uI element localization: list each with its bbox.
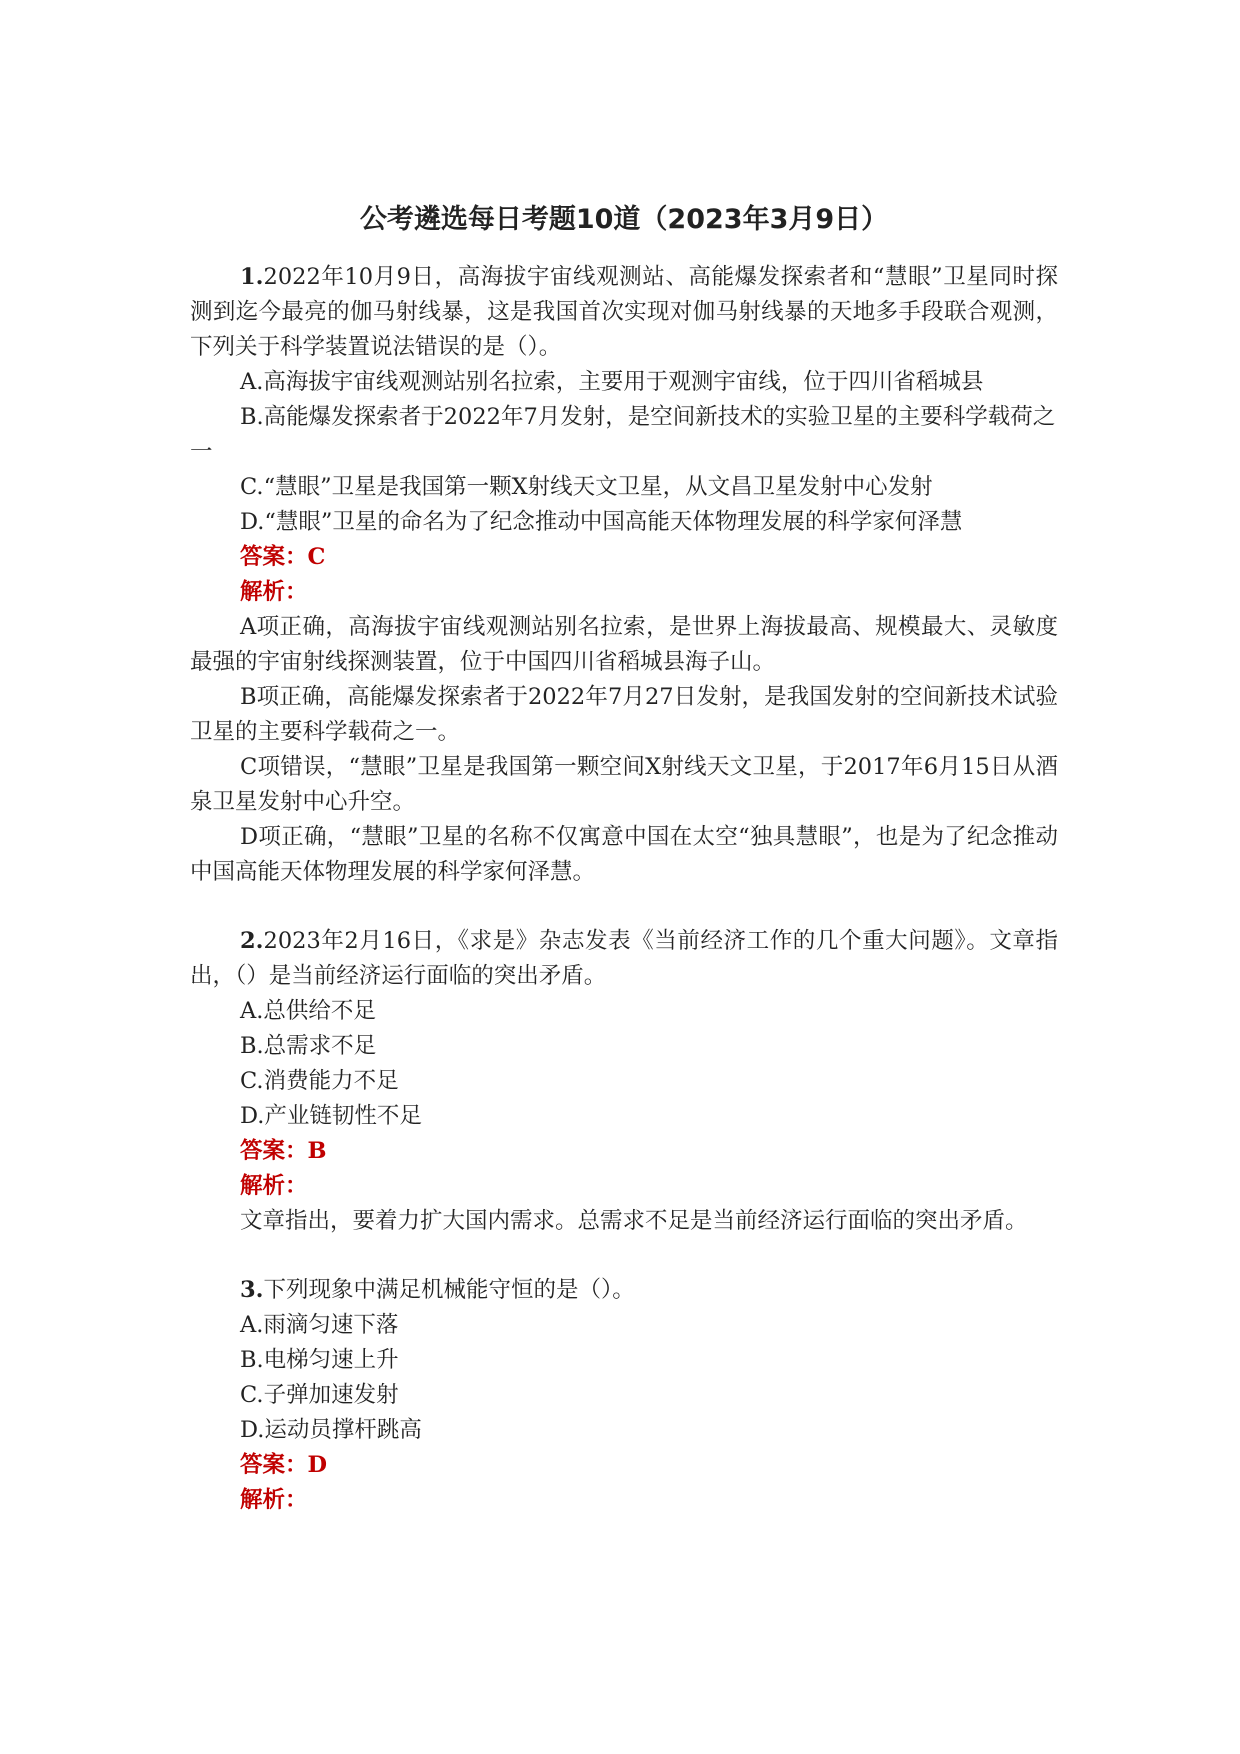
analysis-paragraph: A项正确，高海拔宇宙线观测站别名拉索，是世界上海拔最高、规模最大、灵敏度最强的宇宙射线探测装置，位于中国四川省稻城县海子山。 xyxy=(190,614,1058,675)
document-page xyxy=(190,198,1058,1518)
option-a: A.雨滴匀速下落 xyxy=(240,1312,399,1338)
analysis-label: 解析： xyxy=(240,1487,308,1513)
option-d: D.“慧眼”卫星的命名为了纪念推动中国高能天体物理发展的科学家何泽慧 xyxy=(240,509,963,535)
answer-label: 答案：D xyxy=(240,1452,328,1478)
option-c: C.子弹加速发射 xyxy=(240,1382,399,1408)
option-c: C.“慧眼”卫星是我国第一颗X射线天文卫星，从文昌卫星发射中心发射 xyxy=(240,474,933,500)
question-1 xyxy=(190,260,1058,890)
analysis-paragraph: C项错误，“慧眼”卫星是我国第一颗空间X射线天文卫星，于2017年6月15日从酒泉卫星发射中心升空。 xyxy=(190,754,1058,815)
option-a: A.总供给不足 xyxy=(240,998,376,1024)
question-number: 2. xyxy=(240,928,264,954)
question-stem xyxy=(190,1273,1058,1308)
question-text: 下列现象中满足机械能守恒的是（）。 xyxy=(263,1277,635,1303)
question-stem xyxy=(190,260,1058,365)
analysis-paragraph: D项正确，“慧眼”卫星的名称不仅寓意中国在太空“独具慧眼”，也是为了纪念推动中国高能天体物理发展的科学家何泽慧。 xyxy=(190,824,1058,885)
document-title: 公考遴选每日考题10道（2023年3月9日） xyxy=(359,204,889,235)
analysis-paragraph: B项正确，高能爆发探索者于2022年7月27日发射，是我国发射的空间新技术试验卫星的主要科学载荷之一。 xyxy=(190,684,1058,745)
question-number: 3. xyxy=(240,1277,264,1303)
question-text: 2023年2月16日，《求是》杂志发表《当前经济工作的几个重大问题》。文章指出，（）是当前经济运行面临的突出矛盾。 xyxy=(190,928,1058,989)
answer-label: 答案：C xyxy=(240,544,326,570)
option-a: A.高海拔宇宙线观测站别名拉索，主要用于观测宇宙线，位于四川省稻城县 xyxy=(240,369,984,395)
analysis-label: 解析： xyxy=(240,579,308,605)
option-b: B.总需求不足 xyxy=(240,1033,377,1059)
answer-label: 答案：B xyxy=(240,1138,327,1164)
question-text: 2022年10月9日，高海拔宇宙线观测站、高能爆发探索者和“慧眼”卫星同时探测到迄今最亮的伽马射线暴，这是我国首次实现对伽马射线暴的天地多手段联合观测，下列关于科学装置说法错误的是（）。 xyxy=(190,264,1058,360)
option-b: B.电梯匀速上升 xyxy=(240,1347,399,1373)
question-number: 1. xyxy=(240,264,264,290)
question-stem xyxy=(190,924,1058,994)
option-d: D.运动员撑杆跳高 xyxy=(240,1417,422,1443)
analysis-paragraph: 文章指出，要着力扩大国内需求。总需求不足是当前经济运行面临的突出矛盾。 xyxy=(240,1208,1028,1234)
question-2 xyxy=(190,924,1058,1239)
option-c: C.消费能力不足 xyxy=(240,1068,399,1094)
option-b: B.高能爆发探索者于2022年7月发射，是空间新技术的实验卫星的主要科学载荷之一 xyxy=(190,404,1056,465)
analysis-label: 解析： xyxy=(240,1173,308,1199)
option-d: D.产业链韧性不足 xyxy=(240,1103,422,1129)
question-3 xyxy=(190,1273,1058,1518)
